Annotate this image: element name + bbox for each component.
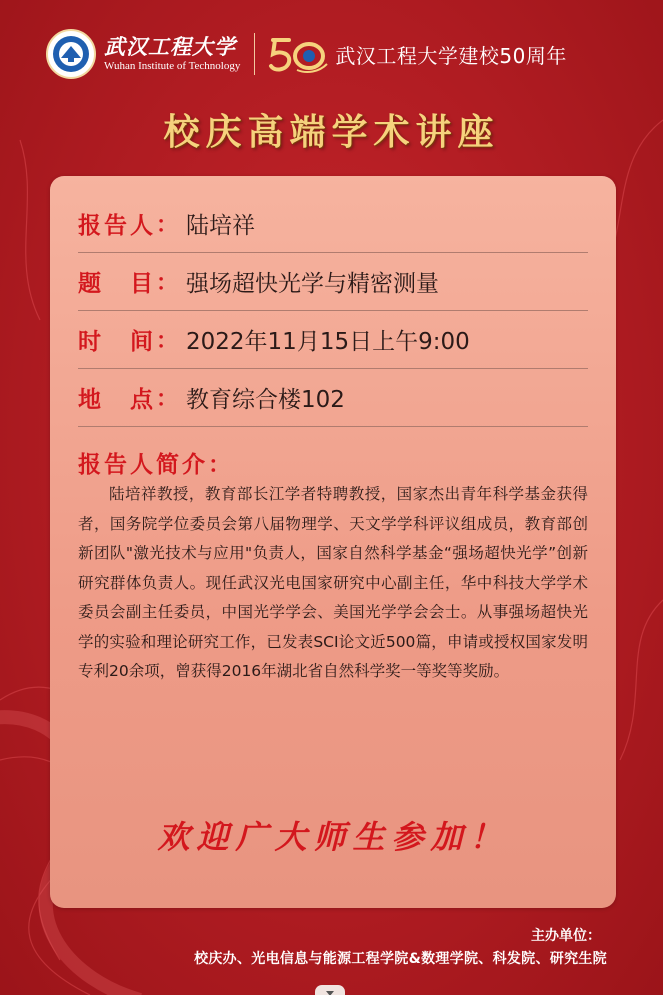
colon: ： xyxy=(156,212,179,238)
organizer-label: 主办单位： xyxy=(531,928,601,944)
university-name-en: Wuhan Institute of Technology xyxy=(104,60,241,72)
welcome-message: 欢迎广大师生参加！ xyxy=(157,818,509,856)
lecture-info-card xyxy=(50,176,616,908)
university-name-cn: 武汉工程大学 xyxy=(104,34,236,59)
speaker-label: 报告人 xyxy=(78,212,156,239)
topic-label: 题 目 xyxy=(78,270,156,297)
location-value: 教育综合楼102 xyxy=(186,386,345,413)
header-divider xyxy=(254,33,255,75)
anniversary-text: 武汉工程大学建校50周年 xyxy=(335,43,567,68)
colon: ： xyxy=(156,386,179,412)
university-logo xyxy=(46,29,96,79)
speaker-row xyxy=(78,194,588,253)
university-emblem-icon xyxy=(51,34,91,74)
university-wordmark xyxy=(104,35,240,73)
time-row xyxy=(78,310,588,369)
topic-row xyxy=(78,252,588,311)
colon: ： xyxy=(156,328,179,354)
colon: ： xyxy=(156,270,179,296)
bio-heading: 报告人简介： xyxy=(78,452,234,478)
speaker-value: 陆培祥 xyxy=(186,212,256,239)
time-value: 2022年11月15日上午9:00 xyxy=(186,328,470,355)
poster-title: 校庆高端学术讲座 xyxy=(163,111,500,153)
organizer-list: 校庆办、光电信息与能源工程学院&数理学院、科发院、研究生院 xyxy=(194,951,607,967)
location-label: 地 点 xyxy=(78,386,156,413)
topic-value: 强场超快光学与精密测量 xyxy=(186,270,440,297)
scroll-down-tab[interactable] xyxy=(315,985,345,995)
bio-text: 陆培祥教授，教育部长江学者特聘教授，国家杰出青年科学基金获得者，国务院学位委员会第八届物理学、天文学学科评议组成员，教育部创新团队"激光技术与应用"负责人，国家自然科学基金“强场超快光学”创新研究群体负责人。现任武汉光电国家研究中心副主任，华中科技大学学术委员会副主任委员，中国光学学会、美国光学学会会士。从事强场超快光学的实验和理论研究工作，已发表SCI论文近500篇，申请或授权国家发明专利20余项，曾获得2016年湖北省自然科学奖一等奖等奖励。 xyxy=(78,485,588,680)
time-label: 时 间 xyxy=(78,328,156,355)
header xyxy=(46,28,567,80)
anniversary-50-logo-icon xyxy=(267,30,331,78)
location-row xyxy=(78,368,588,427)
chevron-down-icon xyxy=(326,991,334,995)
